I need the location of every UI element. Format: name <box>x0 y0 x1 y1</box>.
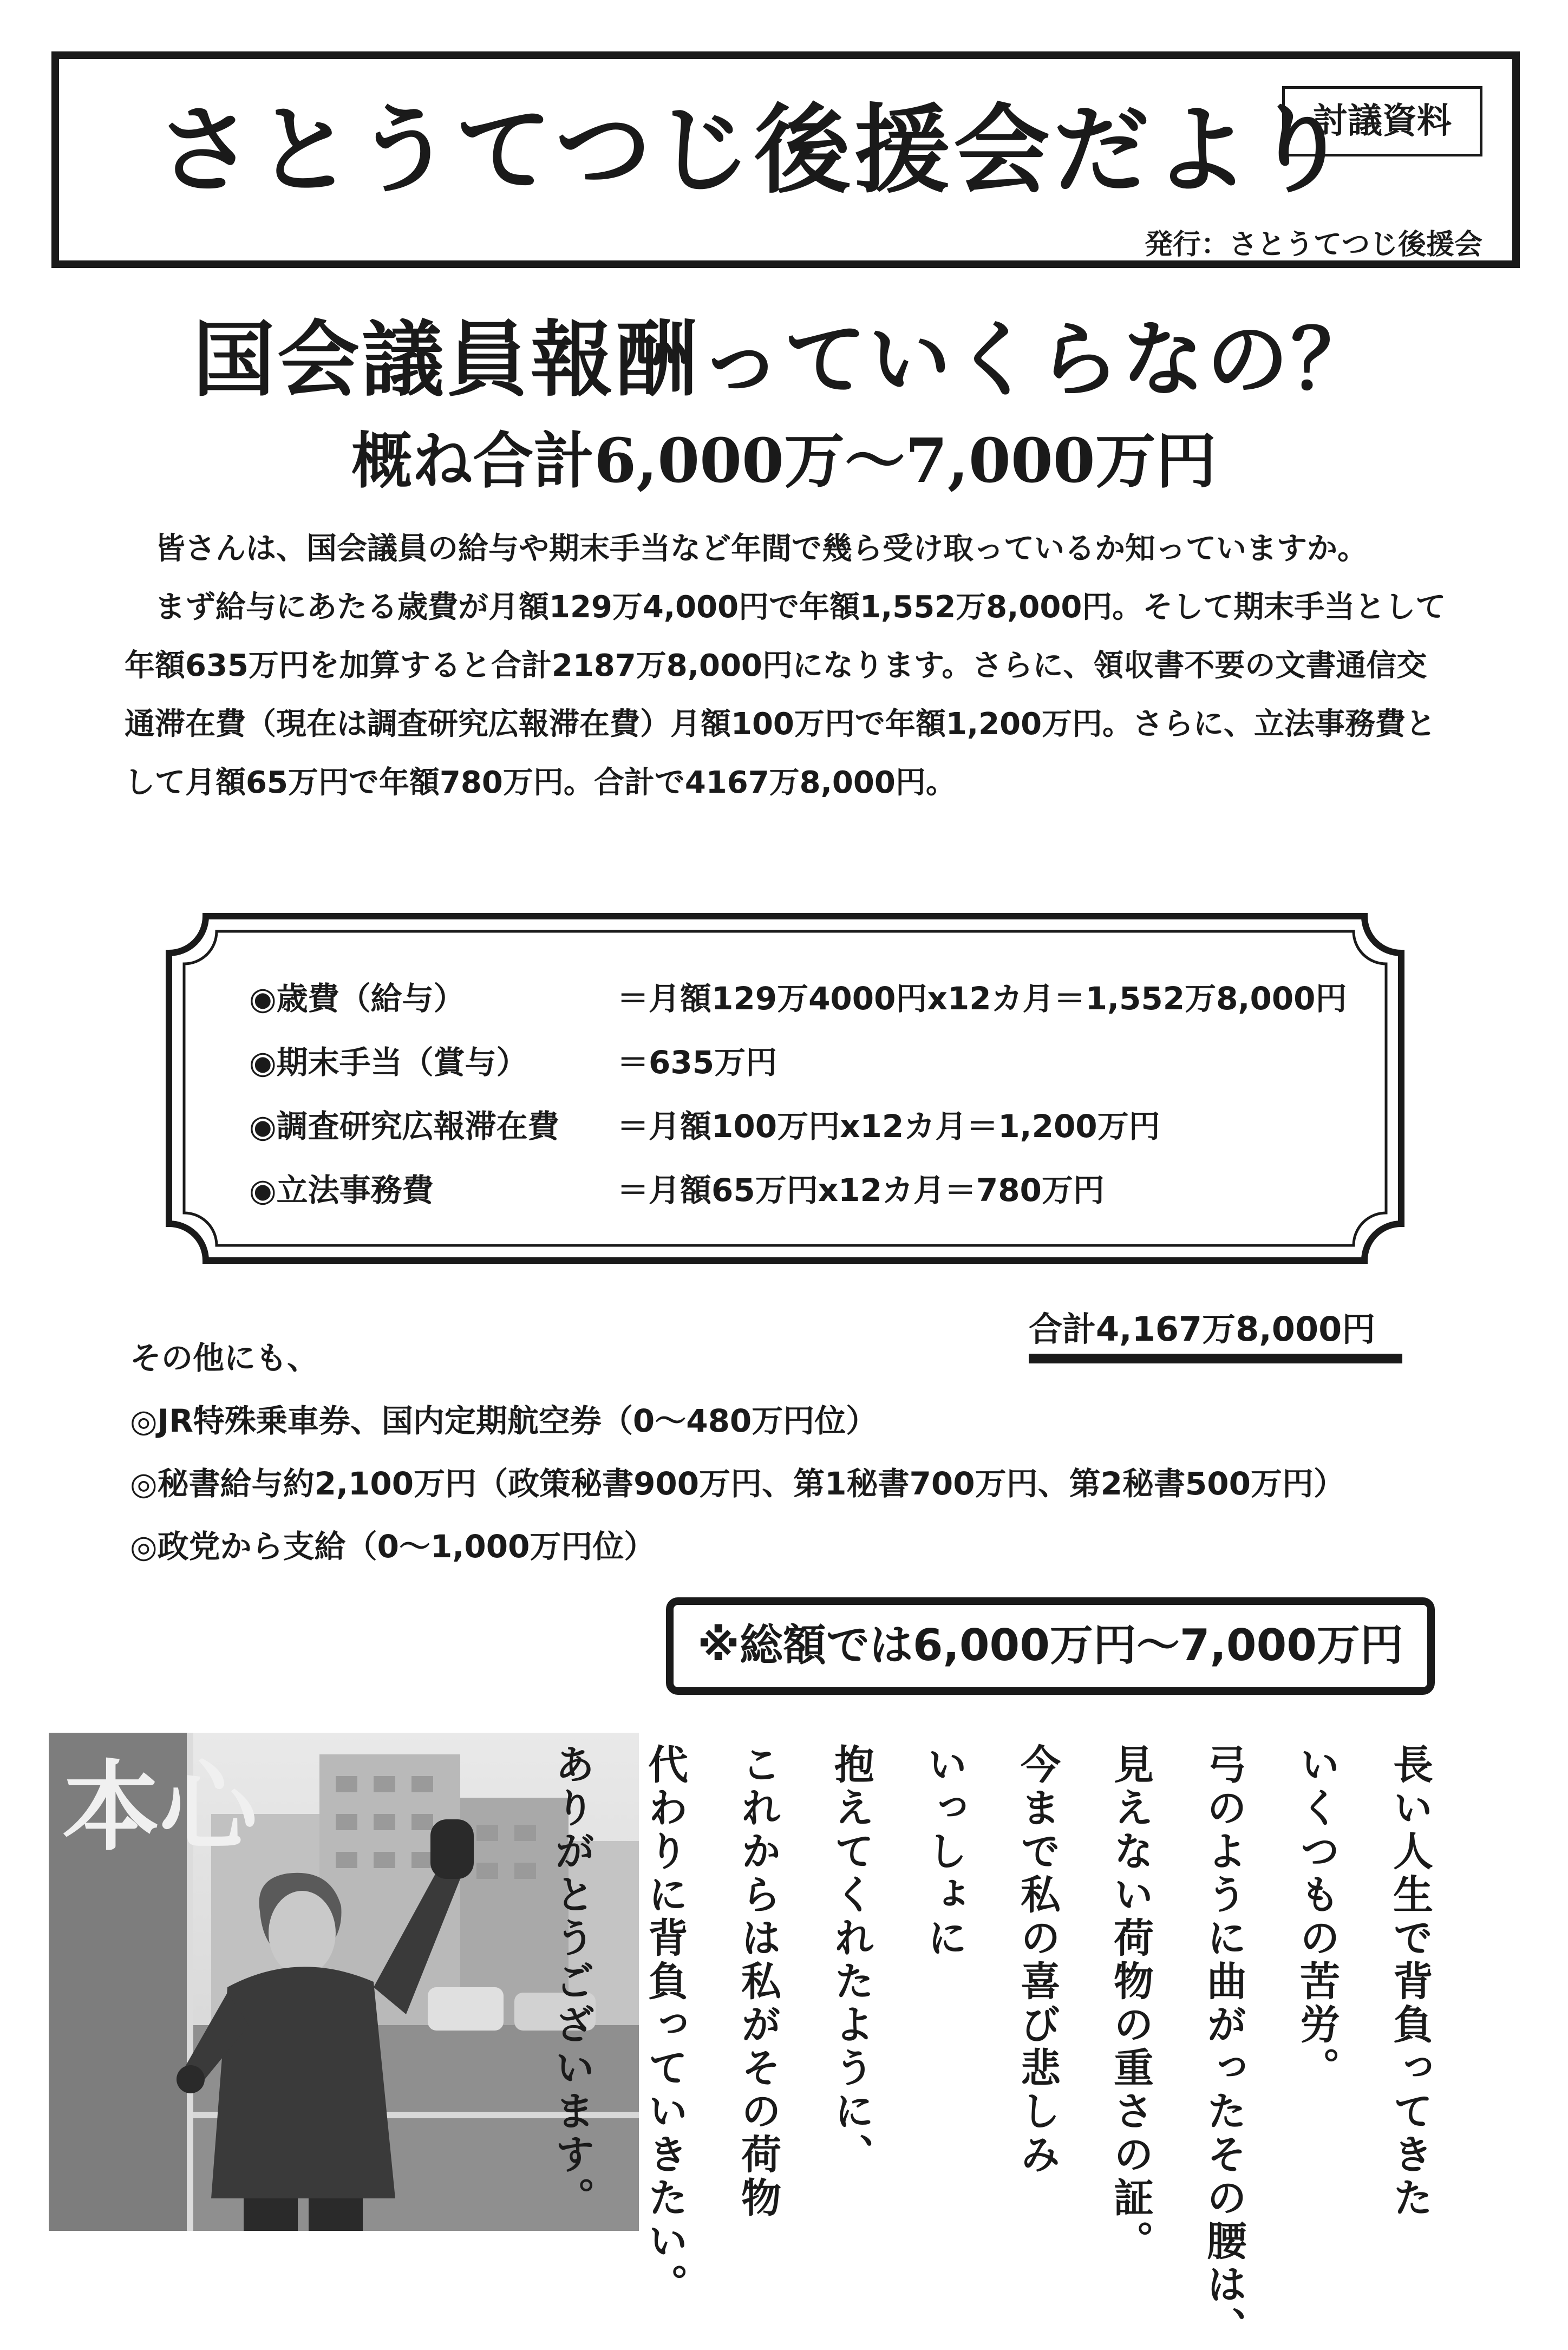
fee-row-salary <box>249 964 1359 1028</box>
fee-row-research-expense <box>249 1092 1359 1156</box>
banner-text: 本心 <box>62 1751 258 1864</box>
fee-rows <box>249 964 1359 1219</box>
other-benefits-heading: その他にも、 <box>130 1340 319 1376</box>
list-item: ◎JR特殊乗車券、国内定期航空券（0〜480万円位） <box>130 1402 878 1439</box>
poem-line: 見えない荷物の重さの証。 <box>1107 1744 1154 2263</box>
poem-line: 弓のように曲がったその腰は、 <box>1200 1744 1247 2350</box>
poem-line: ありがとうございます。 <box>548 1744 595 2220</box>
body-paragraph: 皆さんは、国会議員の給与や期末手当など年間で幾ら受け取っているか知っていますか。 <box>155 531 1368 566</box>
masthead <box>51 51 1520 268</box>
poem-line: いくつもの苦労。 <box>1293 1744 1340 2090</box>
discussion-material-badge: 討議資料 <box>1282 86 1482 156</box>
poem-line: 今まで私の喜び悲しみ <box>1014 1744 1061 2177</box>
publisher-line: 発行：さとうてつじ後援会 <box>1144 229 1482 261</box>
headline: 国会議員報酬っていくらなの？ <box>193 311 1375 408</box>
poem-line: 代わりに背負っていきたい。 <box>642 1744 688 2307</box>
other-benefits <box>130 1327 1462 1578</box>
poem-line: いっしょに <box>921 1744 968 1960</box>
poem-line: 長い人生で背負ってきた <box>1387 1744 1433 2220</box>
fee-value: ＝月額65万円x12カ月＝780万円 <box>617 1172 1105 1209</box>
fee-breakdown-box <box>162 910 1408 1267</box>
poem-line: 抱えてくれたように、 <box>828 1744 874 2177</box>
fee-total: 合計4,167万8,000円 <box>1029 1309 1376 1349</box>
fee-label: ◉歳費（給与） <box>249 980 465 1017</box>
poem-line: これからは私がその荷物 <box>735 1744 781 2220</box>
body-text <box>125 520 1456 812</box>
fee-label: ◉調査研究広報滞在費 <box>249 1108 559 1145</box>
fee-label: ◉立法事務費 <box>249 1172 434 1209</box>
fee-label: ◉期末手当（賞与） <box>249 1044 528 1081</box>
vertical-poem <box>548 1744 1456 2350</box>
grand-total-box: ※総額では6,000万円〜7,000万円 <box>666 1597 1435 1695</box>
list-item: ◎秘書給与約2,100万円（政策秘書900万円、第1秘書700万円、第2秘書500万円） <box>130 1465 1345 1502</box>
list-item: ◎政党から支給（0〜1,000万円位） <box>130 1528 656 1565</box>
fee-row-bonus <box>249 1028 1359 1092</box>
fee-row-legislative-expense <box>249 1156 1359 1219</box>
fee-value: ＝635万円 <box>617 1044 778 1081</box>
fee-value: ＝月額100万円x12カ月＝1,200万円 <box>617 1108 1160 1145</box>
fee-value: ＝月額129万4000円x12カ月＝1,552万8,000円 <box>617 980 1347 1017</box>
newsletter-title: さとうてつじ後援会だより <box>156 94 1352 206</box>
subheadline: 概ね合計6,000万〜7,000万円 <box>351 426 1217 497</box>
body-paragraph: まず給与にあたる歳費が月額129万4,000円で年額1,552万8,000円。そして期末手当として年額635万円を加算すると合計2187万8,000円になります。さらに、領収書不要の文書通信交通滞在費（現在は調査研究広報滞在費）月額100万円で年額1,200万円。さらに、立法事務費として月額65万円で年額780万円。合計で4167万8,000円。 <box>125 590 1446 800</box>
